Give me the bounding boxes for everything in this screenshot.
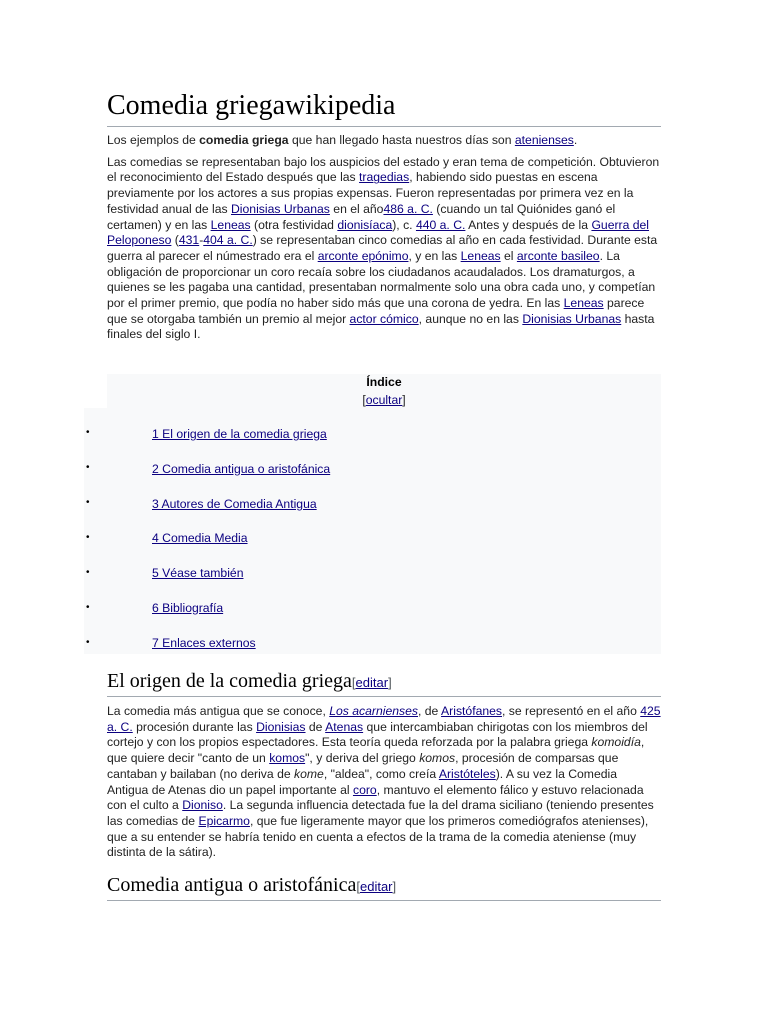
text: que intercambiaban chirigotas con los miembros del cortejo y con los propios espectadores. Esta teoría queda reforzada por la palabra griega [107, 719, 648, 750]
link-486[interactable]: 486 a. C. [383, 201, 433, 216]
edit-section [356, 879, 396, 894]
edit-link[interactable]: editar [355, 675, 389, 690]
toc-item-3[interactable]: 3 Autores de Comedia Antigua [152, 497, 317, 511]
text: en el año [329, 201, 384, 216]
text: ( [171, 233, 179, 248]
section-paragraph [107, 704, 661, 861]
text: de [305, 719, 326, 734]
text: ", y deriva del griego [305, 751, 420, 766]
link-leneas[interactable]: Leneas [460, 248, 501, 263]
text: hasta finales del siglo I. [107, 311, 655, 342]
link-dionisias-urbanas[interactable]: Dionisias Urbanas [522, 311, 622, 326]
text: , aunque no en las [418, 311, 523, 326]
toc-item-6[interactable]: 6 Bibliografía [152, 601, 224, 615]
link-atenienses[interactable]: atenienses [514, 133, 574, 147]
edit-section [352, 675, 392, 690]
section-origen [107, 668, 661, 861]
link-431[interactable]: 431 [178, 233, 200, 248]
toc-title: Índice [366, 375, 402, 389]
bracket: [ [351, 675, 356, 690]
text: - [199, 233, 204, 248]
link-dionisias-urbanas[interactable]: Dionisias Urbanas [231, 201, 330, 216]
bracket: ] [388, 675, 392, 690]
section-heading [107, 872, 661, 901]
text: , "aldea", como creía [323, 766, 439, 781]
text: , de [418, 704, 442, 718]
link-dionisias[interactable]: Dionisias [256, 719, 306, 734]
text: ) se representaban cinco comedias al año en cada festividad. Durante esta guerra al parecer el númestrado era el [107, 233, 658, 263]
link-arconte-eponimo[interactable]: arconte epónimo [317, 248, 409, 263]
link-coro[interactable]: coro [352, 782, 377, 797]
text: que han llegado hasta nuestros días son [288, 133, 515, 147]
bullet-icon: • [86, 532, 90, 543]
link-dionisiaca[interactable]: dionisíaca [337, 217, 393, 232]
text: , procesión de comparsas que cantaban y bailaban (no deriva de [107, 751, 619, 781]
text: el [500, 248, 517, 263]
link-komos[interactable]: komos [269, 751, 306, 766]
text: . La segunda influencia detectada fue la del drama siciliano (teniendo presentes las comedias de [107, 798, 654, 828]
italic-term: komoidía [591, 735, 641, 750]
edit-link[interactable]: editar [359, 879, 393, 894]
text: parece que se otorgaba también un premio al mejor [107, 296, 645, 326]
text: (cuando un tal Quiónides ganó el certamen) y en las [107, 201, 616, 232]
link-leneas[interactable]: Leneas [563, 296, 604, 311]
intro-paragraph-2 [107, 155, 661, 343]
heading-text: Comedia antigua o aristofánica [107, 874, 357, 896]
link-arconte-basileo[interactable]: arconte basileo [516, 248, 600, 263]
text: , se representó en el año [502, 704, 641, 718]
link-440[interactable]: 440 a. C. [415, 217, 466, 232]
link-guerra-peloponeso[interactable]: Guerra del Peloponeso [107, 217, 650, 248]
link-tragedias[interactable]: tragedias [359, 170, 410, 185]
bullet-icon: • [86, 637, 90, 648]
link-404[interactable]: 404 a. C. [203, 233, 253, 248]
bullet-icon: • [86, 427, 90, 438]
text: Las comedias se representaban bajo los auspicios del estado y eran tema de competición. Obtuvieron el reconocimiento del Estado después que las [107, 154, 660, 185]
text: , y en las [408, 248, 461, 263]
toc-item-5[interactable]: 5 Véase también [152, 566, 244, 580]
bullet-icon: • [86, 602, 90, 613]
link-leneas[interactable]: Leneas [210, 217, 251, 232]
toc-item-4[interactable]: 4 Comedia Media [152, 531, 248, 545]
text: Los ejemplos de [107, 133, 200, 147]
heading-text: El origen de la comedia griega [107, 670, 352, 692]
link-dioniso[interactable]: Dioniso [182, 798, 223, 813]
bold-term: comedia griega [199, 133, 289, 147]
link-aristoteles[interactable]: Aristóteles [438, 766, 496, 781]
bullet-icon: • [86, 497, 90, 508]
text: ). A su vez la Comedia Antigua de Atenas dio un papel importante al [107, 766, 618, 797]
text: . La obligación de proporcionar un coro recaía sobre los ciudadanos acaudalados. Los dramaturgos, a quienes se les pagaba una cantidad, presentaban normalmente solo una obra cada uno, y competían por el primer premio, que podía no haber sido más que una corona de yedra. En las [107, 248, 656, 311]
intro-paragraph-1 [107, 133, 661, 149]
bullet-icon: • [86, 567, 90, 578]
toc-item-1[interactable]: 1 El origen de la comedia griega [152, 427, 327, 441]
section-comedia-antigua [107, 872, 661, 901]
italic-term: kome [294, 766, 324, 781]
text: La comedia más antigua que se conoce, [107, 704, 330, 718]
bullet-icon: • [86, 462, 90, 473]
toc-hide-link[interactable]: ocultar [365, 393, 403, 407]
bracket: [ [356, 879, 360, 894]
text: (otra festividad [250, 217, 338, 232]
text: . [573, 133, 578, 147]
link-epicarmo[interactable]: Epicarmo [198, 813, 250, 828]
link-atenas[interactable]: Atenas [325, 719, 364, 734]
page-title: Comedia griegawikipedia [107, 88, 661, 127]
text: Antes y después de la [465, 217, 592, 232]
italic-term: komos [419, 751, 456, 766]
italic-title: Los acarnienses [329, 704, 418, 718]
bracket: ] [402, 393, 406, 407]
toc-list-background [84, 408, 108, 654]
link-actor-comico[interactable]: actor cómico [349, 311, 419, 326]
text: procesión durante las [132, 719, 257, 734]
link-425[interactable]: 425 a. C. [107, 704, 661, 734]
text: ), c. [392, 217, 416, 232]
section-heading [107, 668, 661, 697]
text: , mantuvo el elemento fálico y estuvo relacionada con el culto a [107, 782, 644, 813]
text: , que quiere decir "canto de un [107, 735, 645, 766]
bracket: ] [392, 879, 397, 894]
link-acarnienses[interactable] [329, 704, 418, 718]
text: , habiendo sido puestas en escena previamente por los actores a sus propias expensas. Fueron representadas por primera vez en la festividad anual de las [107, 170, 634, 216]
article [107, 88, 661, 343]
text: , que fue ligeramente mayor que los primeros comediógrafos atenienses), que a su entender se habría tenido en cuenta a efectos de la trama de la comedia ateniense (muy distinta de la sátira). [107, 813, 649, 860]
toc-item-7[interactable]: 7 Enlaces externos [152, 636, 256, 650]
link-aristofanes[interactable]: Aristófanes [441, 704, 503, 718]
bracket: [ [362, 393, 366, 407]
toc-item-2[interactable]: 2 Comedia antigua o aristofánica [152, 462, 331, 476]
toc-toggle [107, 393, 661, 407]
